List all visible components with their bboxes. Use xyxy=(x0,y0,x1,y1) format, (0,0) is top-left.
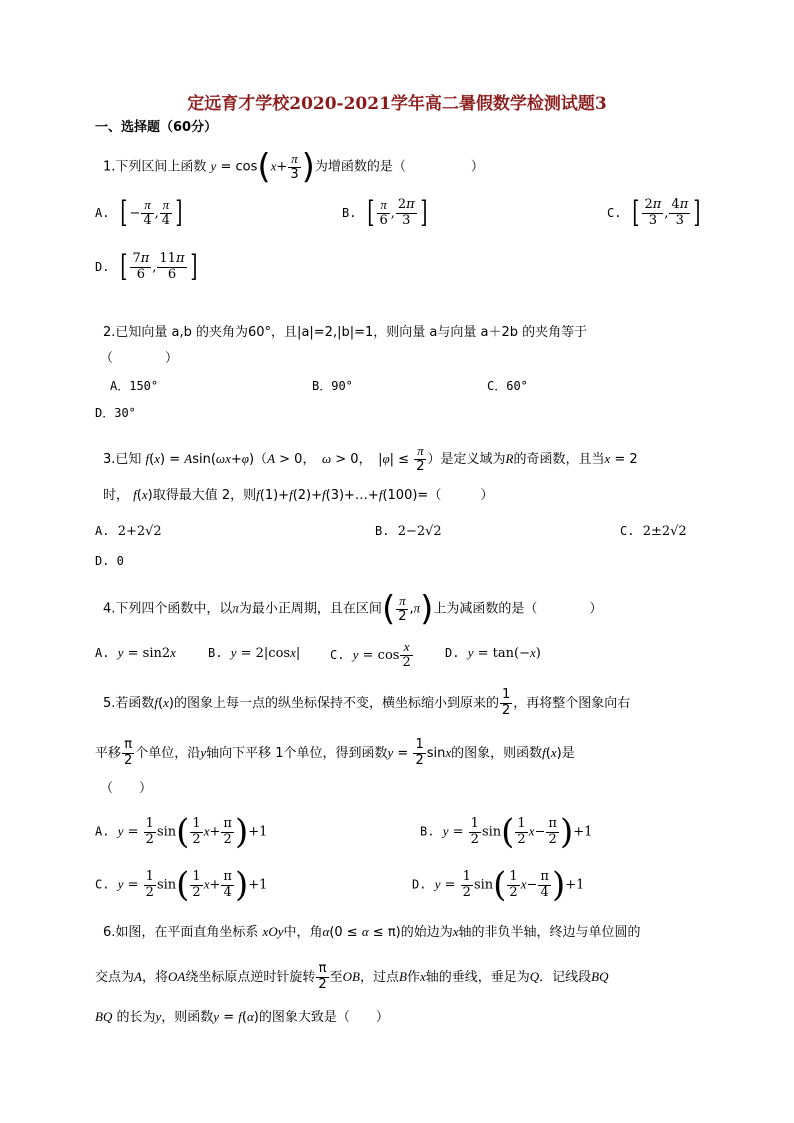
q2-option-c[interactable]: C．60° xyxy=(487,379,528,393)
q3-option-d[interactable]: D. 0 xyxy=(95,554,124,568)
q5-option-a[interactable]: A. y = $\frac{1}{2}$ sin( $\frac{1}{2}$ x+ $\frac{\pi}{2}$ )+1 xyxy=(95,812,268,852)
question-2-paren: （ ） xyxy=(100,351,179,366)
q2-option-a[interactable]: A．150° xyxy=(110,379,159,393)
question-4-stem: 4.下列四个函数中，以π为最小正周期，且在区间( $\frac{\pi}{2}$ ,π)上为减函数的是（ ） xyxy=(103,589,603,629)
q4-option-b[interactable]: B. y = 2|cosx| xyxy=(208,645,301,661)
q1-option-b[interactable]: B. [ $\frac{\pi}{6}$ , $\frac{2\pi}{3}$ ] xyxy=(342,195,428,231)
q3-option-c[interactable]: C. 2±2√2 xyxy=(620,524,687,539)
question-1-stem: 1.下列区间上函数 y = cos(x+ $\frac{\pi}{3}$ )为增函数的是（ ） xyxy=(103,147,484,187)
question-6-line-1: 6.如图，在平面直角坐标系 xOy中，角α(0 ≤ α ≤ π)的始边为x轴的非负半轴，终边与单位圆的 xyxy=(103,924,641,940)
question-6-line-3: BQ 的长为y，则函数y = f(α)的图象大致是（ ） xyxy=(95,1009,389,1025)
question-6-line-2: 交点为A，将OA绕坐标原点逆时针旋转 $\frac{\pi}{2}$ 至OB，过点B作x轴的垂线，垂足为Q．记线段BQ xyxy=(95,961,609,992)
q3-option-a[interactable]: A. 2+2√2 xyxy=(95,524,162,539)
page-title: 定远育才学校2020-2021学年高二暑假数学检测试题3 xyxy=(187,94,607,114)
q1-option-a[interactable]: A. [ − $\frac{\pi}{4}$ , $\frac{\pi}{4}$ ] xyxy=(95,195,183,231)
q2-option-b[interactable]: B．90° xyxy=(312,379,353,393)
q2-option-d[interactable]: D．30° xyxy=(95,406,136,420)
question-2-stem: 2.已知向量 a,b 的夹角为60°，且|a|=2,|b|=1，则向量 a与向量 a＋2b 的夹角等于 xyxy=(103,325,588,340)
q5-option-b[interactable]: B. y = $\frac{1}{2}$ sin( $\frac{1}{2}$ x− $\frac{\pi}{2}$ )+1 xyxy=(420,812,593,852)
question-5-line-1: 5.若函数f(x)的图象上每一点的纵坐标保持不变，横坐标缩小到原来的 $\frac{1}{2}$ ，再将整个图象向右 xyxy=(103,687,631,718)
question-3-line-1: 3.已知 f(x) = Asin(ωx+φ)（A > 0， ω > 0， |φ| ≤ $\frac{\pi}{2}$ ）是定义域为R的奇函数，且当x = 2 xyxy=(103,443,638,474)
question-5-line-2: 平移 $\frac{\pi}{2}$ 个单位，沿y轴向下平移 1个单位，得到函数y = $\frac{1}{2}$ sinx的图象，则函数f(x)是 xyxy=(95,737,575,768)
q5-option-c[interactable]: C. y = $\frac{1}{2}$ sin( $\frac{1}{2}$ x+ $\frac{\pi}{4}$ )+1 xyxy=(95,865,268,905)
q4-option-d[interactable]: D. y = tan(−x) xyxy=(445,645,541,661)
q1-option-c[interactable]: C. [ $\frac{2\pi}{3}$ , $\frac{4\pi}{3}$ ] xyxy=(607,195,701,231)
q4-option-c[interactable]: C. y = cos $\frac{x}{2}$ xyxy=(330,639,411,670)
q4-option-a[interactable]: A. y = sin2x xyxy=(95,645,176,661)
q5-option-d[interactable]: D. y = $\frac{1}{2}$ sin( $\frac{1}{2}$ x− $\frac{\pi}{4}$ )+1 xyxy=(412,865,585,905)
question-3-line-2: 时， f(x)取得最大值 2，则f(1)+f(2)+f(3)+…+f(100)=（ ） xyxy=(103,487,494,503)
section-heading: 一、选择题（60分） xyxy=(95,120,218,135)
q3-option-b[interactable]: B. 2−2√2 xyxy=(375,524,442,539)
question-5-paren: （ ） xyxy=(100,781,153,796)
q1-option-d[interactable]: D. [ $\frac{7\pi}{6}$ , $\frac{11\pi}{6}$ ] xyxy=(95,249,197,285)
